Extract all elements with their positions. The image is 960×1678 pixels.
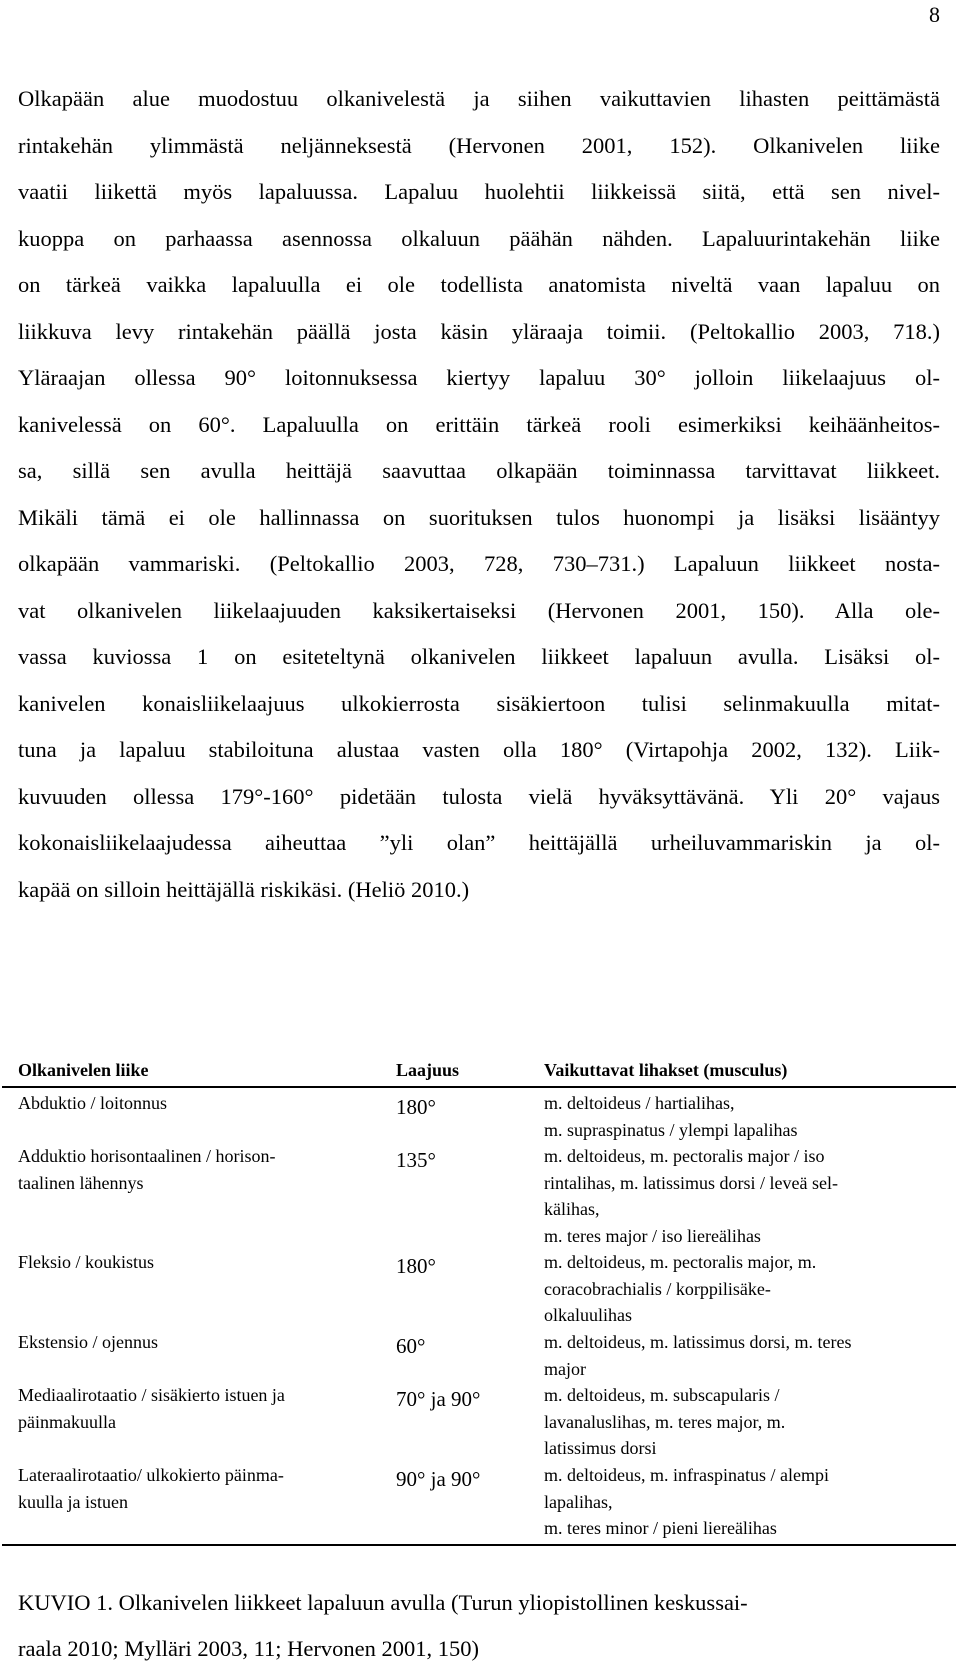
- range-cell: 180°: [396, 1254, 436, 1278]
- movement-text: Fleksio / koukistus: [18, 1252, 155, 1272]
- muscles-text: coracobrachialis / korppilisäke-: [544, 1278, 771, 1299]
- muscles-text: m. deltoideus / hartialihas,: [544, 1093, 735, 1113]
- movement-cell: [18, 1329, 378, 1356]
- text-line: on tärkeä vaikka lapaluulla ei ole todellista anatomista niveltä vaan lapaluu on: [18, 272, 940, 297]
- text-line: liikkuva levy rintakehän päällä josta käsin yläraaja toimii. (Peltokallio 2003, 718.): [18, 318, 940, 344]
- text-line: kanivelessä on 60°. Lapaluulla on erittäin tärkeä rooli esimerkiksi keihäänheitos-: [18, 411, 940, 437]
- text-line: vat olkanivelen liikelaajuuden kaksikertaiseksi (Hervonen 2001, 150). Alla ole-: [18, 597, 940, 623]
- table-row: [2, 1090, 956, 1143]
- table-row: [2, 1249, 956, 1329]
- movement-text: Adduktio horisontaalinen / horison-: [18, 1146, 276, 1166]
- movement-text: päinmakuulla: [18, 1411, 116, 1432]
- text-line: kuoppa on parhaassa asennossa olkaluun päähän nähden. Lapaluurintakehän liike: [18, 225, 940, 251]
- muscles-text: major: [544, 1358, 586, 1379]
- muscles-text: m. teres minor / pieni liereälihas: [544, 1518, 777, 1538]
- table-bottom-rule: [2, 1544, 956, 1546]
- text-line: tuna ja lapaluu stabiloituna alustaa vasten olla 180° (Virtapohja 2002, 132). Liik-: [18, 737, 940, 762]
- muscles-text: m. deltoideus, m. infraspinatus / alempi: [544, 1465, 829, 1485]
- table-row: [2, 1329, 956, 1382]
- movement-cell: [18, 1143, 378, 1196]
- header-movement: Olkanivelen liike: [18, 1060, 149, 1080]
- text-line: rintakehän ylimmästä neljänneksestä (Hervonen 2001, 152). Olkanivelen liike: [18, 132, 940, 158]
- text-line: vassa kuviossa 1 on esiteteltynä olkanivelen liikkeet lapaluun avulla. Lisäksi ol-: [18, 644, 940, 669]
- caption-line: raala 2010; Mylläri 2003, 11; Hervonen 2001, 150): [18, 1636, 479, 1661]
- muscles-text: m. deltoideus, m. pectoralis major, m.: [544, 1252, 817, 1272]
- movement-text: kuulla ja istuen: [18, 1491, 128, 1512]
- muscles-text: olkaluulihas: [544, 1305, 632, 1325]
- muscles-cell: [544, 1090, 949, 1143]
- muscles-cell: [544, 1143, 949, 1249]
- muscles-text: latissimus dorsi: [544, 1438, 657, 1458]
- movement-cell: [18, 1090, 378, 1117]
- text-line: vaatii liikettä myös lapaluussa. Lapaluu huolehtii liikkeissä siitä, että sen nivel-: [18, 179, 940, 204]
- range-cell: 70° ja 90°: [396, 1387, 481, 1411]
- movement-cell: [18, 1462, 378, 1515]
- movement-text: Ekstensio / ojennus: [18, 1332, 158, 1352]
- movement-table: [2, 1058, 956, 1546]
- text-line: Yläraajan ollessa 90° loitonnuksessa kiertyy lapaluu 30° jolloin liikelaajuus ol-: [18, 365, 940, 390]
- movement-text: Abduktio / loitonnus: [18, 1093, 168, 1113]
- text-line: Olkapään alue muodostuu olkanivelestä ja siihen vaikuttavien lihasten peittämästä: [18, 86, 940, 111]
- muscles-text: lavanaluslihas, m. teres major, m.: [544, 1411, 786, 1432]
- muscles-text: rintalihas, m. latissimus dorsi / leveä sel-: [544, 1172, 838, 1193]
- muscles-cell: [544, 1249, 949, 1329]
- header-muscles: Vaikuttavat lihakset (musculus): [544, 1060, 788, 1080]
- muscles-text: m. supraspinatus / ylempi lapalihas: [544, 1119, 798, 1140]
- range-cell: 60°: [396, 1334, 426, 1358]
- text-line: kuvuuden ollessa 179°-160° pidetään tulosta vielä hyväksyttävänä. Yli 20° vajaus: [18, 783, 940, 809]
- muscles-cell: [544, 1382, 949, 1462]
- body-paragraph: [18, 76, 940, 913]
- muscles-text: m. deltoideus, m. pectoralis major / iso: [544, 1146, 825, 1166]
- table-row: [2, 1382, 956, 1462]
- muscles-cell: [544, 1329, 949, 1382]
- range-cell: 180°: [396, 1095, 436, 1119]
- movement-text: taalinen lähennys: [18, 1172, 144, 1193]
- figure-caption: [18, 1580, 940, 1672]
- muscles-text: m. deltoideus, m. subscapularis /: [544, 1385, 780, 1405]
- table-row: [2, 1462, 956, 1544]
- range-cell: 90° ja 90°: [396, 1467, 481, 1491]
- muscles-text: kälihas,: [544, 1199, 600, 1219]
- text-line: sa, sillä sen avulla heittäjä saavuttaa olkapään toiminnassa tarvittavat liikkeet.: [18, 458, 940, 483]
- movement-cell: [18, 1249, 378, 1276]
- table-header: [2, 1058, 956, 1088]
- text-line: kanivelen konaisliikelaajuus ulkokierrosta sisäkiertoon tulisi selinmakuulla mitat-: [18, 690, 940, 716]
- movement-text: Lateraalirotaatio/ ulkokierto päinma-: [18, 1465, 284, 1485]
- text-line: kapää on silloin heittäjällä riskikäsi. (Heliö 2010.): [18, 876, 470, 902]
- muscles-text: m. deltoideus, m. latissimus dorsi, m. teres: [544, 1332, 852, 1352]
- page-number: 8: [929, 2, 940, 27]
- movement-text: Mediaalirotaatio / sisäkierto istuen ja: [18, 1385, 285, 1405]
- muscles-text: m. teres major / iso liereälihas: [544, 1225, 761, 1246]
- muscles-text: lapalihas,: [544, 1491, 613, 1512]
- text-line: kokonaisliikelaajudessa aiheuttaa ”yli olan” heittäjällä urheiluvammariskin ja ol-: [18, 830, 940, 855]
- text-line: Mikäli tämä ei ole hallinnassa on suorituksen tulos huonompi ja lisäksi lisääntyy: [18, 504, 940, 530]
- header-range: Laajuus: [396, 1060, 460, 1080]
- movement-cell: [18, 1382, 378, 1435]
- muscles-cell: [544, 1462, 949, 1542]
- caption-line: KUVIO 1. Olkanivelen liikkeet lapaluun avulla (Turun yliopistollinen keskussai-: [18, 1590, 748, 1615]
- table-row: [2, 1143, 956, 1249]
- text-line: olkapään vammariski. (Peltokallio 2003, 728, 730–731.) Lapaluun liikkeet nosta-: [18, 551, 940, 576]
- range-cell: 135°: [396, 1148, 436, 1172]
